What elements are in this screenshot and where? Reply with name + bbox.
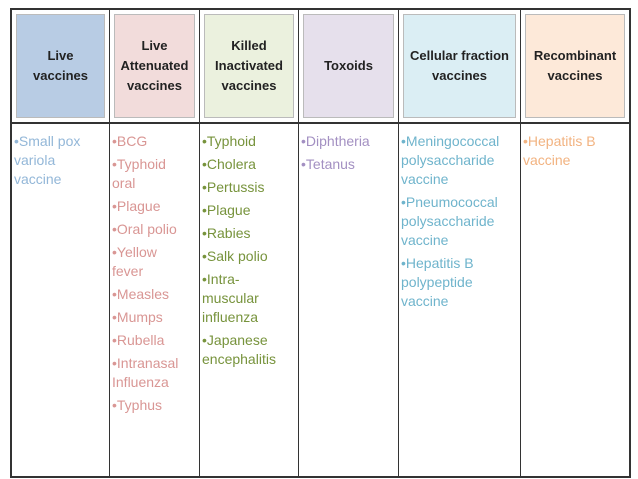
vaccine-table <box>10 8 631 478</box>
header-label: Cellular fraction vaccines <box>410 48 509 83</box>
header-cell-toxoids <box>299 10 399 122</box>
header-box <box>16 14 105 118</box>
vaccine-item: •Hepatitis B vaccine <box>523 133 596 168</box>
vaccine-item: •Hepatitis B polypeptide vaccine <box>401 255 474 309</box>
vaccine-item: •Measles <box>112 286 170 302</box>
vaccine-item: •BCG <box>112 133 148 149</box>
vaccine-item: •Typhoid <box>202 133 256 149</box>
vaccine-item: •Meningococcal polysaccharide vaccine <box>401 133 500 187</box>
body-cell-cellular-fraction <box>399 124 521 476</box>
vaccine-item: •Rubella <box>112 332 165 348</box>
body-cell-live-attenuated <box>110 124 200 476</box>
vaccine-item: •Cholera <box>202 156 256 172</box>
header-label: Toxoids <box>324 58 373 73</box>
vaccine-item: •Rabies <box>202 225 251 241</box>
body-cell-recombinant <box>521 124 629 476</box>
header-label: Live vaccines <box>33 48 88 83</box>
vaccine-item: •Yellow fever <box>112 244 157 279</box>
vaccine-item: •Typhus <box>112 397 163 413</box>
body-cell-killed-inactivated <box>200 124 299 476</box>
header-label: Recombinant vaccines <box>533 48 617 83</box>
vaccine-item: •Pertussis <box>202 179 265 195</box>
vaccine-item: •Small pox variola vaccine <box>14 133 81 187</box>
vaccine-item: •Salk polio <box>202 248 268 264</box>
vaccine-item: •Intra- muscular influenza <box>202 271 259 325</box>
table-header-row <box>12 10 629 124</box>
vaccine-item: •Intranasal Influenza <box>112 355 179 390</box>
header-box <box>525 14 625 118</box>
header-cell-cellular-fraction <box>399 10 521 122</box>
header-box <box>204 14 294 118</box>
header-cell-live-attenuated <box>110 10 200 122</box>
body-cell-toxoids <box>299 124 399 476</box>
vaccine-item: •Oral polio <box>112 221 177 237</box>
vaccine-item: •Plague <box>112 198 161 214</box>
vaccine-item: •Mumps <box>112 309 163 325</box>
header-cell-live <box>12 10 110 122</box>
header-box <box>114 14 195 118</box>
vaccine-item: •Japanese encephalitis <box>202 332 276 367</box>
vaccine-item: •Pneumococcal polysaccharide vaccine <box>401 194 498 248</box>
header-box <box>403 14 516 118</box>
header-label: Live Attenuated vaccines <box>120 38 189 93</box>
header-cell-recombinant <box>521 10 629 122</box>
vaccine-item: •Typhoid oral <box>112 156 166 191</box>
header-box <box>303 14 394 118</box>
table-body-row <box>12 124 629 476</box>
vaccine-item: •Diphtheria <box>301 133 370 149</box>
vaccine-item: •Plague <box>202 202 251 218</box>
body-cell-live <box>12 124 110 476</box>
header-cell-killed-inactivated <box>200 10 299 122</box>
vaccine-item: •Tetanus <box>301 156 355 172</box>
header-label: Killed Inactivated vaccines <box>215 38 283 93</box>
